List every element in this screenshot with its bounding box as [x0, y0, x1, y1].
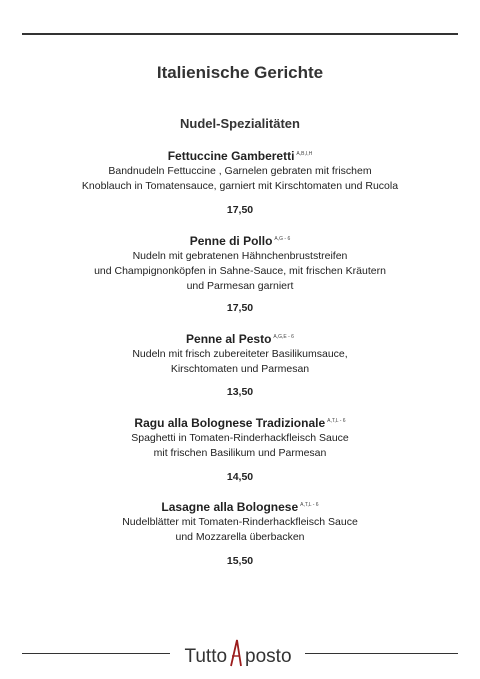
- dish-name: Ragu alla Bolognese Tradizionale $^{A,T,L - 6}$: [134, 416, 346, 430]
- dish-description: Bandnudeln Fettuccine , Garnelen gebraten mit frischem Knoblauch in Tomatensauce, garniert mit Kirschtomaten und Rucola: [81, 165, 399, 192]
- dish-item: [0, 329, 480, 377]
- allergen-codes: A,G,E - 6: [273, 334, 294, 340]
- footer-divider-left: [22, 653, 170, 654]
- logo-text-left: Tutto: [184, 646, 228, 667]
- dish-item: [0, 497, 480, 545]
- dish-price: 13,50: [226, 386, 254, 398]
- dish-price: 17,50: [226, 204, 254, 216]
- dish-price: 14,50: [226, 471, 254, 483]
- dish-name: Fettuccine Gamberetti $^{A,B,I,H}$: [167, 149, 313, 163]
- dish-name: Penne al Pesto $^{A,G,E - 6}$: [186, 332, 294, 346]
- dish-description: Spaghetti in Tomaten-Rinderhackfleisch Sauce mit frischen Basilikum und Parmesan: [131, 432, 349, 459]
- footer: [0, 636, 480, 672]
- dish-item: [0, 231, 480, 294]
- footer-divider-right: [305, 653, 458, 654]
- allergen-codes: A,B,I,H: [296, 151, 313, 157]
- dish-description: Nudeln mit frisch zubereiteter Basilikumsauce, Kirschtomaten und Parmesan: [132, 348, 348, 375]
- dish-item: [0, 146, 480, 194]
- dish-name: Lasagne alla Bolognese $^{A,T,L - 6}$: [161, 500, 319, 514]
- page-title: Italienische Gerichte: [156, 63, 324, 82]
- logo-a-mark-icon: [228, 638, 244, 668]
- dish-price: 15,50: [226, 555, 254, 567]
- section-title: Nudel-Spezialitäten: [180, 116, 300, 131]
- dish-description: Nudeln mit gebratenen Hähnchenbruststreifen und Champignonköpfen in Sahne-Sauce, mit frischen Kräutern und Parmesan garniert: [94, 250, 386, 292]
- allergen-codes: A,T,L - 6: [327, 418, 346, 424]
- logo-text-right: posto: [245, 646, 292, 667]
- dish-item: [0, 413, 480, 461]
- brand-logo: [176, 636, 300, 668]
- top-divider: [22, 33, 458, 35]
- allergen-codes: A,T,L - 6: [300, 502, 319, 508]
- allergen-codes: A,G - 6: [274, 236, 291, 242]
- dish-price: 17,50: [226, 302, 254, 314]
- dish-name: Penne di Pollo $^{A,G - 6}$: [189, 234, 291, 248]
- dish-description: Nudelblätter mit Tomaten-Rinderhackfleisch Sauce und Mozzarella überbacken: [122, 516, 358, 543]
